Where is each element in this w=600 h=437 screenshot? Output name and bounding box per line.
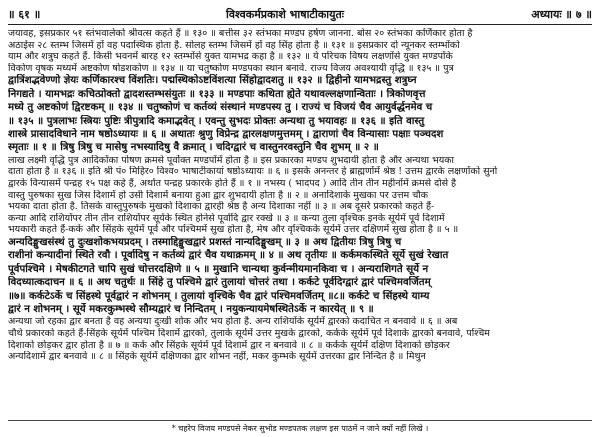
sanskrit-verse-line: विदध्यात्कदाचन ॥ ६ ॥ अथ चतुर्थः ॥ सिंहे तु पश्चिमे द्वारं तुलायां चोत्तरं तथा । कर्कटे पूर्वदिग्द्वारं द्वारं पश्चिमवर्जितम् [8, 276, 431, 289]
sanskrit-verse-line: ॥७॥ कर्कटेऽर्के च सिंहस्थे पूर्वद्वारं न शोभनम् । तुलायां वृश्चिके चैव द्वारं पश्चिमवर्जितम् ॥८॥ कर्कटे च सिंहस्थे याम्य [8, 289, 430, 302]
chapter-label: अध्यायः ॥ ७ ॥ [531, 7, 592, 21]
commentary-line: अन्यथा जो रहका द्वार बनता है वह अन्यथा दुःखी शोक और भय होता है. अन्य राशियोंके सूर्यमें द्वारको कदाचित न बनवावे ॥ ६ ॥ अब [8, 316, 458, 328]
commentary-line: वास्तु पुरुषका सुख जिस दिशामें हो उसी दिशामें बनाया हुआ द्वार शुभदायी होता है ॥ २ ॥ अनादिशाके मुखका पर उत्तम चौक [8, 189, 429, 201]
commentary-line: भयकारी कहते हैं-कर्क और सिंहके सूर्यमें पूर्व और पश्चिममें सुख होता है, मेष और वृश्चिकके सूर्यमें उत्तर दक्षिणमें सुख होता है ॥ ५ ॥ [8, 224, 459, 236]
page-number: ॥ ६१ ॥ [8, 7, 41, 21]
commentary-line: याम और शत्रुघ कहते हैं. किसी भवनमें बारह १२ स्तम्भोंसे युक्त यामभद्र कहा है ॥ १३२ ॥ ये परिचक विषय लक्षणोंसे युक्त मण्डपोंके [8, 51, 453, 63]
sanskrit-verse-line: पूर्वपश्चिमे । मेषकीटगते चापि सुखं चोत्तरदक्षिणे ॥ ५ ॥ मुखानि चान्यथा कुर्वन्मीयमानकिवा च । अन्यराशिगते सूर्ये न [8, 262, 429, 275]
sanskrit-verse-line: अन्यदिङ्मुखसंस्थं तु दुःखशोकभयप्रदम् । तस्माद्दिङ्मुखद्वारं प्रशस्तं नान्यदिङ्मुखम् ॥ ३ ॥ अथ द्वितीयः त्रिषु त्रिषु च [8, 235, 402, 248]
sanskrit-verse-line: राशीनां कन्यादीनां स्थिते रवौ । पूर्वादिषु न कर्तव्यं द्वारं चैव यथाक्रमम् ॥ ४ ॥ अथ तृतीयः ॥ कर्कमकस्थिते सूर्ये सुखं रेखात [8, 249, 449, 262]
sanskrit-verse-line: ॥ १३५ ॥ पुत्रलाभः स्त्रियः पुष्टिः त्रीपुत्रादि कमाद्भवेत् । एवन्तु सुभदः प्रोक्तः अन्यथा तु भयावहः ॥ १३६ ॥ इति वास्तु [8, 114, 425, 127]
commentary-line: दाता होता है ॥ १३६ ॥ इति श्री पं० मिहिर० विश्व० भाषाटीकायां षष्ठोऽध्यायः ॥ ६ ॥ इसके अनन्तर हे ब्राह्मणोंमें श्रेष्ठ ! उत्तम द्वारके लक्षणोंको सुनो [8, 166, 498, 178]
commentary-line: कन्या आदि राशियोंपर तीन तीन राशियोंपर सूर्यके स्थित होनेसे पूर्वादि द्वार रक्खे ॥ ३ ॥ कन्या तुला वृश्चिक इनके सूर्यमें पूर्व दिशामें [8, 212, 445, 224]
footnote: * चहरेप विजय मण्डपसे नेकर सुभोड मण्डपतक लक्षण इस पाठमें न जाने क्यों नहीं लिखे । [8, 420, 592, 434]
sanskrit-verse-line: स्मृताः ॥ १ ॥ त्रिषु त्रिषु च मासेषु नभस्यादिषु वै क्रमात् । चदिग्द्वारं च वास्तुनरवस्तुनि चैव शुभम् ॥ २ ॥ [8, 141, 379, 154]
running-title: विश्वकर्मप्रकाशे भाषाटीकायुतः [226, 7, 344, 21]
commentary-line: भयका दाता होता है. तिसके वास्तुपुरुषके मुखको दिशाका द्वारही श्रेष्ठ है अन्य दिशाका नहीं ॥ ३ ॥ अब दूसरे प्रकारको कहते हैं- [8, 201, 435, 213]
sanskrit-verse-line: शास्त्रे प्रासादविधाने नाम षष्ठोऽध्यायः ॥ ६ ॥ अथातः श्रुणु विप्रेन्द्र द्वारलक्षणमुत्तमम् । द्वाराणां चैव विन्यासाः पक्षाः पञ्चदश [8, 128, 444, 140]
commentary-line: जयावह, इसप्रकार ५१ स्तंभवालेको श्रीवत्स कहते हैं ॥ १३० ॥ बत्तीस ३२ स्तंभका मण्डप हर्षण जानना. बोस २० स्तंभका कर्णिकार होता है [8, 28, 473, 39]
commentary-line: अन्यदिशामें द्वार बनवावे ॥ ८ ॥ सिंहके सूर्यमें दक्षिणका द्वार शोभन नहीं, मकर कुम्भके सूर्यमें उत्तरका द्वार निन्दित है ॥ मिथुन [8, 351, 426, 363]
sanskrit-verse-line: निगद्यते । यामभद्रः कचित्प्रोक्तो द्वादशस्तम्भसंयुतः ॥ १३३ ॥ मण्डपाः कथिता ह्येते यथावल्लक्षणान्विताः । त्रिकोणवृत्त [8, 87, 426, 100]
page-header [8, 4, 592, 25]
commentary-line: दिशाको छोड़कर द्वार होता है ॥ ७ ॥ कर्क और सिंहके सूर्यमें पूर्व दिशामें द्वार न बनवावे ॥ ८ ॥ कर्कके सूर्यमें दक्षिण दिशाको छोड़कर [8, 339, 450, 351]
commentary-line: विकोण वृषक मध्यमें अष्टकोण षोडशकोण ॥ १३४ ॥ या चतुष्कोण मण्डपका स्थान बनावे. राज्य विजय अवश्यायी वृद्धि ॥ १३५ ॥ पुत्र [8, 62, 454, 74]
commentary-line: अठाईस २८ स्तम्भ जिसमें हों वह पदास्थिक होता है. सोलह स्तम्भ जिसमें हों वह सिंह होता है ॥ १३१ ॥ इसप्रकार दो न्यूनकर स्तम्भोंको [8, 39, 460, 51]
body-text [8, 28, 592, 363]
sanskrit-verse-line: द्वात्रिंशद्भवेण्णो ज्ञेयः कर्णिकारश्च विंशतिः। पद्मस्थिकोऽष्टविंशत्या सिंहोद्वादशतु ॥ १३२ ॥ द्विहीनो यामभद्रस्तु शत्रुघ्न [8, 74, 417, 87]
sanskrit-verse-line: द्वारं न शोभनम् । सूर्ये मकरकुम्भस्थे सौम्यद्वारं च निन्दितम् । नयुकन्यायमेषस्थितेऽर्के न कारयेत् ॥ ९ ॥ [8, 303, 374, 315]
commentary-line: द्वारके विन्यासमें पन्द्रह १५ पक्ष कहे हैं, अर्थात पन्द्रह प्रकारके होते हैं ॥ १ ॥ नभस्य ( भादपद ) आदि तीन तीन महीनोंमें क्रमसे दोसे है [8, 178, 457, 189]
commentary-line: चौथे प्रकारको कहते हैं-सिंहके सूर्यमें पश्चिम दिशामें द्वारको, तुलाके सूर्यमें उत्तर मुखके द्वारको, कर्कके सूर्यमें पूर्व दिशाके द्वारको बनवावे, पश्चिम [8, 328, 490, 339]
commentary-line: लाख लक्ष्मी वृद्धि पुत्र आदिकोंका पोषण क्रमसे पूर्वोक्त मण्डपोंमें होता है ॥ इस प्रकारका मण्डप शुभदायी होता है और अन्यथा भयका [8, 154, 455, 166]
sanskrit-verse-line: मध्ये तु अष्टकोणं द्विरष्टकम् ॥ १३४ ॥ चतुष्कोणं च कर्तव्यं संस्थानं मण्डपस्य तु । राज्यं च विजयं चैव आयुर्वर्द्धनमेव च [8, 101, 433, 114]
